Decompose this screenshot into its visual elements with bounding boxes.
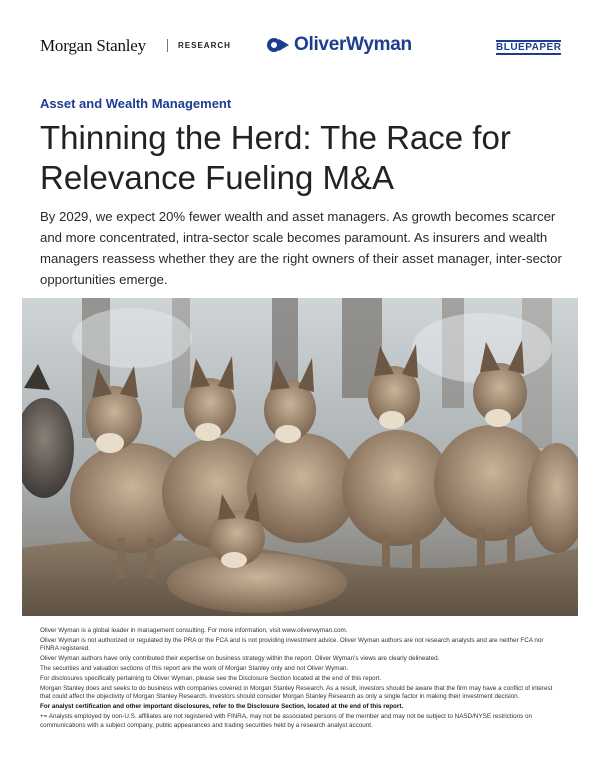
disclaimer-line: For disclosures specifically pertaining to Oliver Wyman, please see the Disclosure Section located at the end of this report. [40, 675, 382, 683]
disclaimer-line: Morgan Stanley does and seeks to do business with companies covered in Morgan Stanley Research. As a result, investors should be aware that the firm may have a conflict of interest that could affect the objectivity of Morgan Stanley Research. Investors should consider Morgan Stanley Research as only a single factor in making their investment decision. [40, 684, 553, 701]
page-title: Thinning the Herd: The Race for Relevance Fueling M&A [40, 119, 511, 196]
disclaimer-line: Oliver Wyman is not authorized or regulated by the PRA or the FCA and is not providing investment advice. Oliver Wyman authors are not research analysts and are neither FCA nor FINRA registered. [40, 636, 544, 653]
hero-image-wolves [22, 298, 578, 616]
summary-paragraph: By 2029, we expect 20% fewer wealth and asset managers. As growth becomes scarcer and more concentrated, intra-sector scale becomes paramount. As insurers and wealth managers reassess whether they are the right owners of their asset manager, inter-sector opportunities emerge. [40, 209, 562, 287]
disclaimer-line: += Analysts employed by non-U.S. affiliates are not registered with FINRA, may not be associated persons of the member and may not be subject to NASD/NYSE restrictions on communications with a subject company, public appearances and trading securities held by a research analyst account. [40, 713, 532, 729]
wolf-pack-illustration [22, 298, 578, 616]
disclaimer-footer [40, 627, 560, 731]
oliver-wyman-logo [266, 34, 412, 56]
morgan-stanley-logo: Morgan Stanley [40, 36, 146, 55]
analyst-certification-line: For analyst certification and other important disclosures, refer to the Disclosure Section, located at the end of this report. [40, 703, 404, 711]
oliver-wyman-mark-icon [266, 37, 290, 53]
bluepaper-label: BLUEPAPER [496, 42, 562, 53]
disclaimer-line: Oliver Wyman is a global leader in management consulting. For more information, visit www.oliverwyman.com. [40, 627, 348, 634]
oliver-wyman-wordmark: OliverWyman [294, 34, 412, 55]
header [0, 0, 600, 70]
disclaimer-line: Oliver Wyman authors have only contributed their expertise on business strategy within the report. Oliver Wyman's views are clearly delineated. [40, 655, 440, 663]
disclaimer-line: The securities and valuation sections of this report are the work of Morgan Stanley only and not Oliver Wyman. [40, 665, 349, 673]
research-label: RESEARCH [178, 41, 231, 50]
logo-divider [167, 39, 168, 52]
section-label: Asset and Wealth Management [40, 96, 232, 111]
